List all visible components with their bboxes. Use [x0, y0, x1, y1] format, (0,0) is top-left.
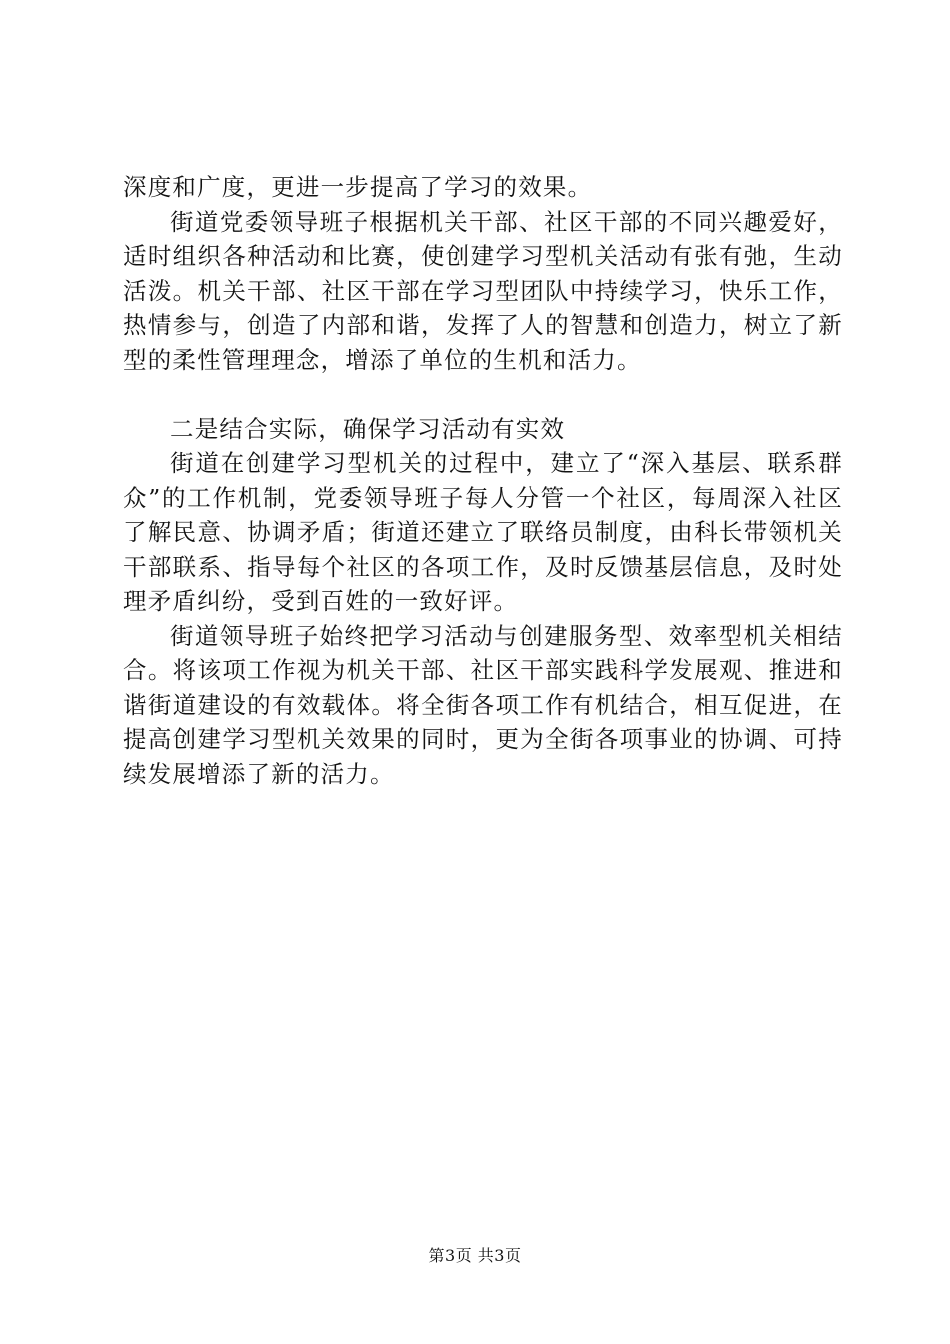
page-number-footer: 第3页 共3页	[428, 1246, 522, 1265]
section-heading: 二是结合实际，确保学习活动有实效	[170, 414, 566, 443]
paragraph-activities: 街道党委领导班子根据机关干部、社区干部的不同兴趣爱好，适时组织各种活动和比赛，使创建学习型机关活动有张有弛，生动活泼。机关干部、社区干部在学习型团队中持续学习，快乐工作，热情参与，创造了内部和谐，发挥了人的智慧和创造力，树立了新型的柔性管理理念，增添了单位的生机和活力。	[123, 207, 843, 374]
paragraph-integration: 街道领导班子始终把学习活动与创建服务型、效率型机关相结合。将该项工作视为机关干部、社区干部实践科学发展观、推进和谐街道建设的有效载体。将全街各项工作有机结合，相互促进，在提高创建学习型机关效果的同时，更为全街各项事业的协调、可持续发展增添了新的活力。	[123, 621, 843, 788]
paragraph-mechanism: 街道在创建学习型机关的过程中，建立了“深入基层、联系群众”的工作机制，党委领导班子每人分管一个社区，每周深入社区了解民意、协调矛盾；街道还建立了联络员制度，由科长带领机关干部联系、指导每个社区的各项工作，及时反馈基层信息，及时处理矛盾纠纷，受到百姓的一致好评。	[123, 449, 843, 615]
paragraph-continuation: 深度和广度，更进一步提高了学习的效果。	[123, 173, 593, 201]
paragraph-spacer	[123, 377, 843, 412]
document-body	[123, 170, 843, 791]
